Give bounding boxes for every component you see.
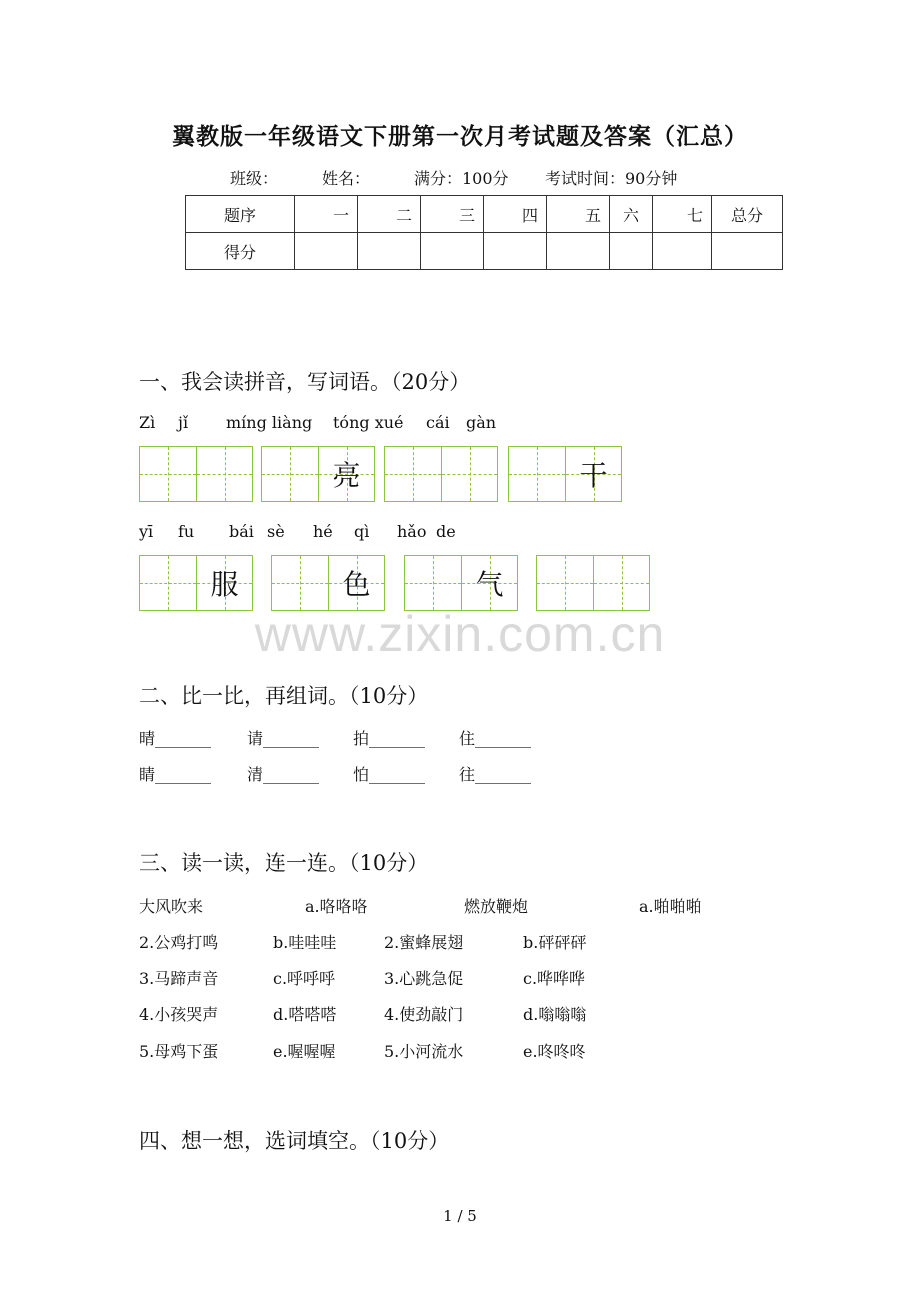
pinyin-label: Zì [139, 413, 156, 432]
pinyin-label: fu [178, 522, 195, 541]
grid-cell[interactable] [509, 447, 565, 501]
match-item-right: 燃放鞭炮 [464, 897, 529, 916]
match-option-right: b.砰砰砰 [523, 933, 587, 952]
grid-cell[interactable] [140, 447, 196, 501]
match-item-left: 3.马蹄声音 [139, 969, 219, 988]
table-header-cell: 四 [484, 196, 547, 233]
score-table [185, 195, 783, 270]
page-number: 1 / 5 [443, 1207, 477, 1225]
match-item-left: 5.母鸡下蛋 [139, 1042, 219, 1061]
class-label: 班级： [230, 169, 279, 188]
writing-grid[interactable] [139, 446, 253, 502]
match-option-left: c.呼呼呼 [273, 969, 336, 988]
grid-cell[interactable] [328, 556, 384, 610]
writing-grid[interactable] [384, 446, 498, 502]
match-option-right: a.啪啪啪 [639, 897, 702, 916]
given-character: 气 [475, 568, 504, 601]
match-option-left: d.嗒嗒嗒 [273, 1005, 337, 1024]
writing-grid[interactable] [271, 555, 385, 611]
table-header-cell: 二 [358, 196, 421, 233]
score-cell[interactable] [712, 233, 783, 270]
table-header-cell: 一 [295, 196, 358, 233]
match-option-left: a.咯咯咯 [305, 897, 368, 916]
grid-cell[interactable] [593, 556, 649, 610]
pinyin-label: jǐ [178, 413, 189, 432]
compare-item[interactable]: 怕_______ [353, 765, 426, 784]
score-table-score-row [186, 233, 783, 270]
grid-cell[interactable] [565, 447, 621, 501]
writing-grid[interactable] [508, 446, 622, 502]
pinyin-label: cái [426, 413, 450, 432]
grid-cell[interactable] [196, 447, 252, 501]
table-header-cell: 题序 [186, 196, 295, 233]
section-1-title: 一、我会读拼音，写词语。（20分） [139, 370, 471, 394]
pinyin-label: gàn [466, 413, 497, 432]
document-title: 翼教版一年级语文下册第一次月考试题及答案（汇总） [172, 123, 748, 150]
grid-cell[interactable] [385, 447, 441, 501]
match-item-left: 大风吹来 [139, 897, 204, 916]
full-score-label: 满分：100分 [414, 169, 509, 188]
match-item-right: 3.心跳急促 [384, 969, 464, 988]
match-item-right: 5.小河流水 [384, 1042, 464, 1061]
pinyin-label: míng liàng [226, 413, 313, 432]
match-item-right: 2.蜜蜂展翅 [384, 933, 464, 952]
pinyin-label: bái [229, 522, 254, 541]
match-option-right: c.哗哗哗 [523, 969, 586, 988]
given-character: 亮 [332, 459, 361, 492]
pinyin-label: qì [354, 522, 370, 541]
compare-item[interactable]: 睛_______ [139, 765, 212, 784]
grid-cell[interactable] [318, 447, 374, 501]
pinyin-label: hé [313, 522, 333, 541]
watermark: www.zixin.com.cn [254, 606, 666, 662]
section-4-title: 四、想一想，选词填空。（10分） [139, 1129, 450, 1153]
writing-grid[interactable] [536, 555, 650, 611]
score-cell[interactable] [610, 233, 653, 270]
compare-item[interactable]: 清_______ [247, 765, 320, 784]
pinyin-label: tóng xué [333, 413, 404, 432]
writing-grid[interactable] [139, 555, 253, 611]
writing-grid[interactable] [404, 555, 518, 611]
compare-item[interactable]: 请_______ [247, 729, 320, 748]
given-character: 服 [210, 568, 239, 601]
match-option-right: e.咚咚咚 [523, 1042, 586, 1061]
match-item-left: 2.公鸡打鸣 [139, 933, 219, 952]
grid-cell[interactable] [196, 556, 252, 610]
match-option-right: d.嗡嗡嗡 [523, 1005, 587, 1024]
grid-cell[interactable] [262, 447, 318, 501]
match-option-left: b.哇哇哇 [273, 933, 337, 952]
score-cell[interactable] [295, 233, 358, 270]
match-item-right: 4.使劲敲门 [384, 1005, 464, 1024]
score-cell[interactable] [653, 233, 712, 270]
match-item-left: 4.小孩哭声 [139, 1005, 219, 1024]
table-header-cell: 六 [610, 196, 653, 233]
score-cell[interactable] [547, 233, 610, 270]
given-character: 干 [579, 459, 608, 492]
compare-item[interactable]: 拍_______ [353, 729, 426, 748]
table-header-cell: 七 [653, 196, 712, 233]
grid-cell[interactable] [405, 556, 461, 610]
score-cell[interactable] [421, 233, 484, 270]
exam-time-label: 考试时间：90分钟 [545, 169, 678, 188]
score-row-label: 得分 [186, 233, 295, 270]
grid-cell[interactable] [537, 556, 593, 610]
match-option-left: e.喔喔喔 [273, 1042, 336, 1061]
grid-cell[interactable] [272, 556, 328, 610]
pinyin-label: hǎo [397, 522, 427, 541]
table-header-cell: 总分 [712, 196, 783, 233]
score-table-header-row [186, 196, 783, 233]
grid-cell[interactable] [441, 447, 497, 501]
pinyin-label: yī [139, 522, 154, 541]
table-header-cell: 三 [421, 196, 484, 233]
grid-cell[interactable] [461, 556, 517, 610]
score-cell[interactable] [358, 233, 421, 270]
section-2-title: 二、比一比，再组词。（10分） [139, 684, 429, 708]
table-header-cell: 五 [547, 196, 610, 233]
compare-item[interactable]: 住_______ [459, 729, 532, 748]
given-character: 色 [342, 568, 371, 601]
score-cell[interactable] [484, 233, 547, 270]
compare-item[interactable]: 晴_______ [139, 729, 212, 748]
pinyin-label: de [436, 522, 456, 541]
section-3-title: 三、读一读，连一连。（10分） [139, 851, 429, 875]
pinyin-label: sè [267, 522, 285, 541]
writing-grid[interactable] [261, 446, 375, 502]
compare-item[interactable]: 往_______ [459, 765, 532, 784]
grid-cell[interactable] [140, 556, 196, 610]
name-label: 姓名： [322, 169, 371, 188]
